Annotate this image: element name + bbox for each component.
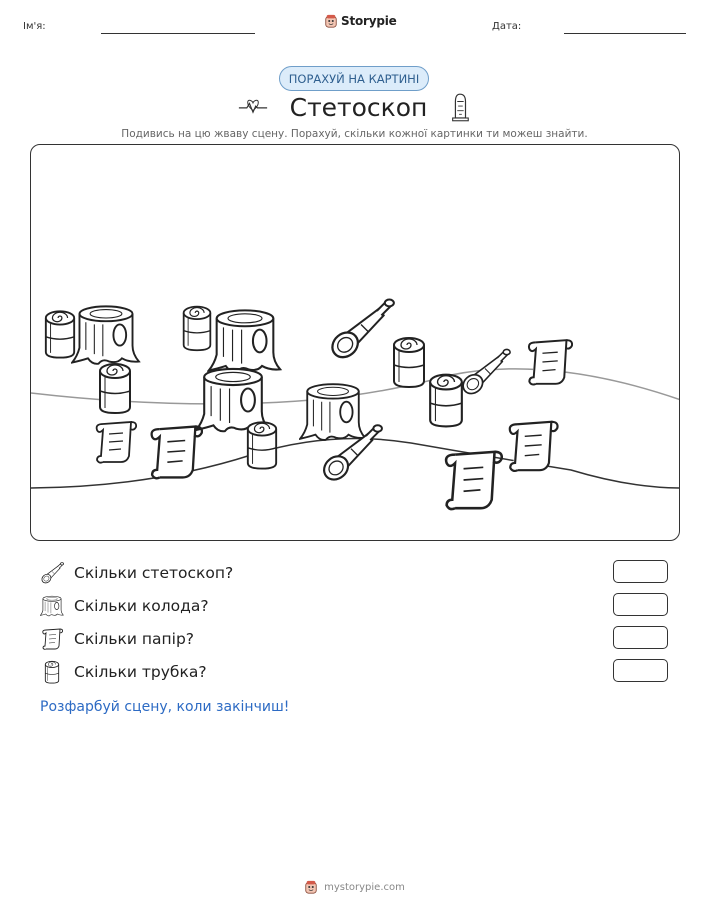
tube-roll-icon: [184, 307, 211, 351]
question-row: [40, 593, 680, 619]
tube-roll-icon: [46, 311, 74, 357]
answer-box[interactable]: [613, 560, 668, 583]
answer-box[interactable]: [613, 659, 668, 682]
date-label: Дата:: [492, 21, 522, 32]
brand-logo: [324, 14, 397, 28]
question-text: Скільки колода?: [74, 597, 209, 615]
paper-scroll-icon: [97, 422, 137, 463]
stethoscope-icon: [459, 349, 510, 397]
tube-roll-icon: [40, 660, 64, 684]
mascot-icon: [324, 14, 338, 28]
stethoscope-icon: [327, 300, 393, 363]
question-row: [40, 560, 680, 586]
paper-scroll-icon: [446, 452, 502, 509]
footer-site[interactable]: mystorypie.com: [324, 881, 405, 893]
scene-drawing: [31, 145, 680, 541]
answer-box[interactable]: [613, 593, 668, 616]
question-text: Скільки трубка?: [74, 663, 207, 681]
question-row: [40, 659, 680, 685]
stethoscope-icon: [40, 561, 64, 585]
paper-scroll-icon: [40, 627, 64, 651]
count-tag: [279, 66, 429, 91]
question-text: Скільки стетоскоп?: [74, 564, 234, 582]
date-line[interactable]: [564, 33, 686, 34]
log-stump-icon: [40, 594, 64, 618]
question-text: Скільки папір?: [74, 630, 195, 648]
color-instruction: Розфарбуй сцену, коли закінчиш!: [40, 699, 290, 715]
picture-scene: [30, 144, 680, 541]
question-row: [40, 626, 680, 652]
log-stump-icon: [209, 310, 280, 371]
tube-roll-icon: [248, 422, 276, 468]
heartbeat-icon: [238, 98, 268, 116]
paper-scroll-icon: [529, 340, 572, 384]
count-tag-text: ПОРАХУЙ НА КАРТИНІ: [288, 71, 420, 86]
tube-roll-icon: [430, 375, 462, 427]
brand-text: Storypie: [341, 14, 397, 28]
mascot-icon: [304, 880, 318, 894]
tube-roll-icon: [394, 338, 424, 387]
page-subtitle: Подивись на цю жваву сцену. Порахуй, скільки кожної картинки ти можеш знайти.: [121, 128, 588, 140]
log-stump-icon: [72, 306, 139, 363]
statue-icon: [449, 92, 471, 122]
name-label: Ім'я:: [23, 21, 46, 32]
log-stump-icon: [300, 384, 365, 440]
page-title: Стетоскоп: [289, 92, 428, 122]
answer-box[interactable]: [613, 626, 668, 649]
footer: [0, 880, 709, 894]
tube-roll-icon: [100, 364, 130, 413]
title-row: [0, 92, 709, 122]
paper-scroll-icon: [510, 422, 558, 471]
name-line[interactable]: [101, 33, 255, 34]
